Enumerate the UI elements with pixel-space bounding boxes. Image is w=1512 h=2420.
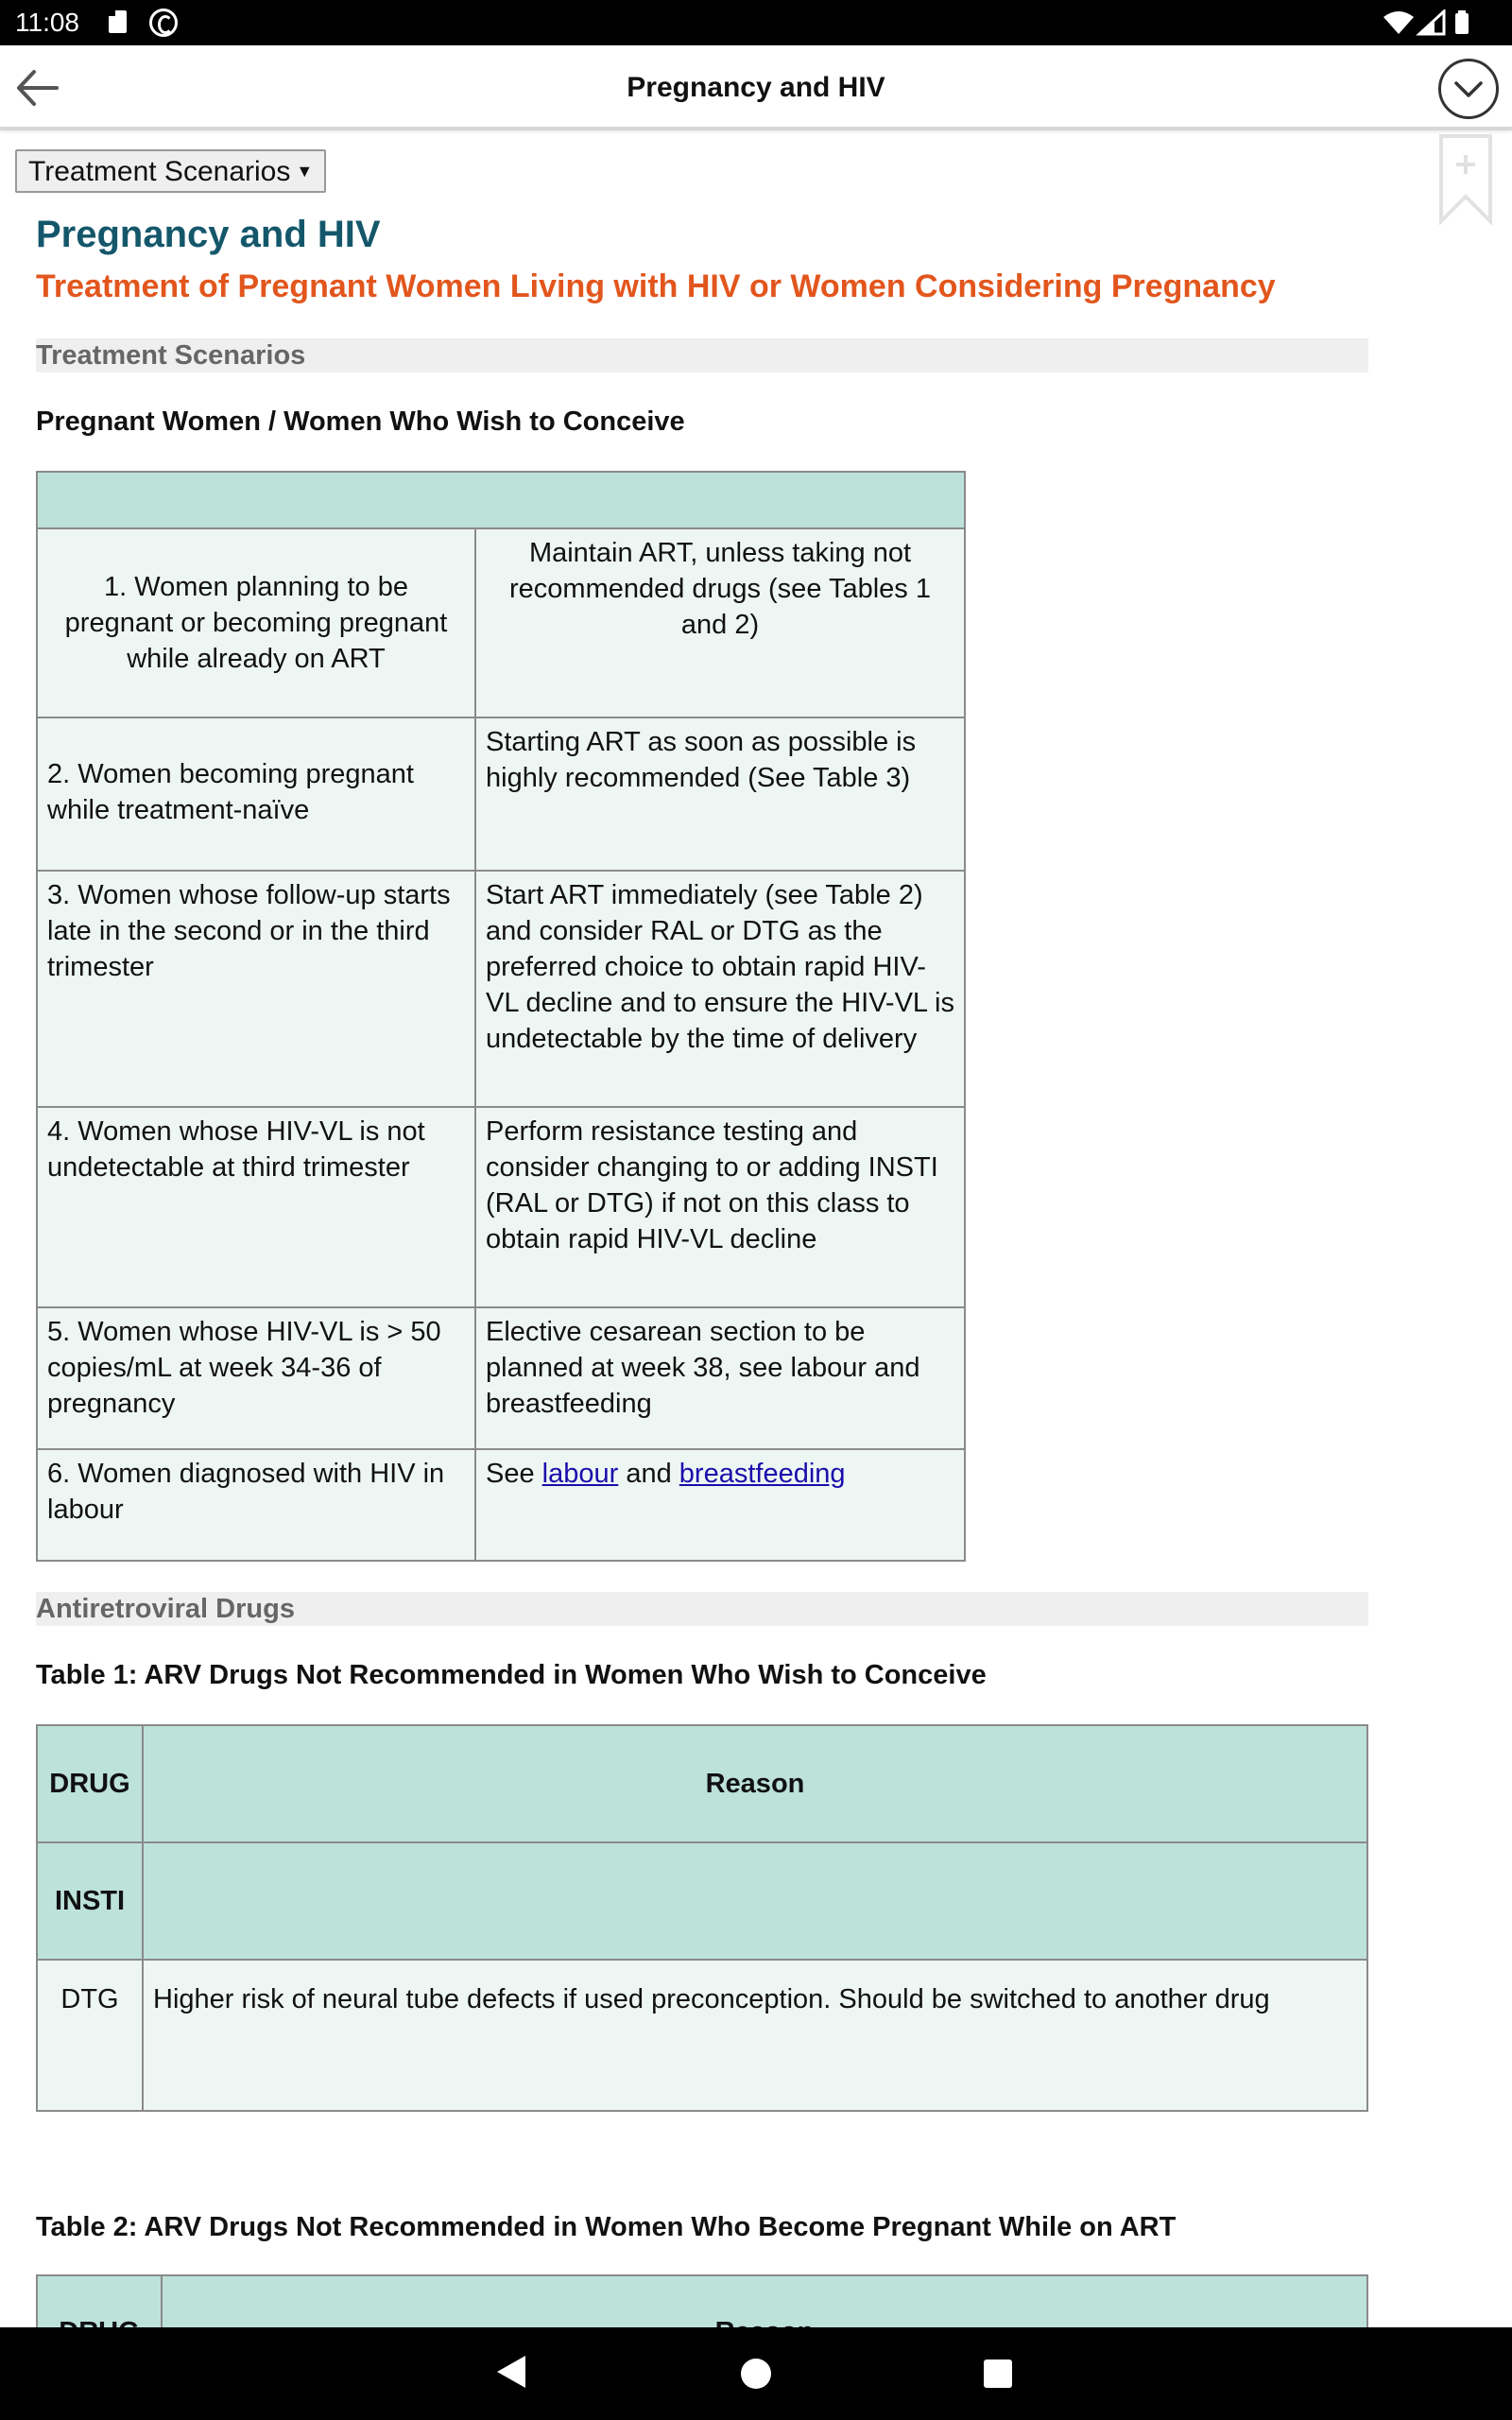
labour-link[interactable]: labour <box>541 1459 619 1489</box>
status-icons <box>1382 9 1495 36</box>
action-cell <box>475 1449 965 1561</box>
table2-title: Table 2: ARV Drugs Not Recommended in Women Who Become Pregnant While on ART <box>36 2212 1177 2242</box>
dropdown-arrow-icon: ▼ <box>296 162 314 181</box>
scenario-cell: 3. Women whose follow-up starts late in the second or in the third trimester <box>37 871 475 1107</box>
nav-home-icon[interactable] <box>741 2359 771 2389</box>
reason-cell: Higher risk of neural tube defects if used preconception. Should be switched to another drug <box>143 1960 1367 2111</box>
status-time: 11:08 <box>15 8 79 37</box>
table-row <box>37 1307 965 1449</box>
table-row <box>37 1107 965 1307</box>
add-bookmark-icon[interactable] <box>1438 134 1493 225</box>
section-heading-antiretroviral: Antiretroviral Drugs <box>36 1592 1368 1626</box>
breastfeeding-link[interactable]: breastfeeding <box>679 1459 846 1489</box>
scenario-cell: 1. Women planning to be pregnant or becoming pregnant while already on ART <box>37 528 475 717</box>
action-cell: Start ART immediately (see Table 2) and consider RAL or DTG as the preferred choice to obtain rapid HIV-VL decline and to ensure the HIV-VL is undetectable by the time of delivery <box>475 871 965 1107</box>
table1-arv-drugs <box>36 1724 1368 2112</box>
action-cell: Perform resistance testing and consider changing to or adding INSTI (RAL or DTG) if not on this class to obtain rapid HIV-VL decline <box>475 1107 965 1307</box>
app-bar <box>0 45 1512 130</box>
table-header-cell <box>37 472 965 528</box>
battery-icon <box>1455 13 1469 34</box>
action-text: See <box>486 1459 542 1489</box>
app-bar-title: Pregnancy and HIV <box>627 72 885 103</box>
action-cell: Maintain ART, unless taking not recommended drugs (see Tables 1 and 2) <box>475 528 965 717</box>
nav-back-icon[interactable] <box>497 2356 525 2388</box>
status-bar <box>0 0 1512 45</box>
table-header-row <box>37 1725 1367 1842</box>
chevron-down-icon <box>1441 61 1496 116</box>
header-drug: DRUG <box>37 1725 143 1842</box>
nav-recents-icon[interactable] <box>984 2360 1012 2388</box>
page-title: Pregnancy and HIV <box>36 214 381 255</box>
table1-title: Table 1: ARV Drugs Not Recommended in Women Who Wish to Conceive <box>36 1660 987 1690</box>
subheading-pregnant-women: Pregnant Women / Women Who Wish to Conceive <box>36 406 685 437</box>
action-cell: Starting ART as soon as possible is highly recommended (See Table 3) <box>475 717 965 871</box>
section-heading-treatment: Treatment Scenarios <box>36 338 1368 372</box>
table-header-row <box>37 472 965 528</box>
sync-icon <box>149 9 178 37</box>
system-nav-bar <box>0 2327 1512 2420</box>
table-row <box>37 528 965 717</box>
table-row <box>37 871 965 1107</box>
page-subtitle: Treatment of Pregnant Women Living with HIV or Women Considering Pregnancy <box>36 268 1276 304</box>
table-row <box>37 1960 1367 2111</box>
scenario-cell: 6. Women diagnosed with HIV in labour <box>37 1449 475 1561</box>
scenario-cell: 4. Women whose HIV-VL is not undetectable at third trimester <box>37 1107 475 1307</box>
section-select[interactable] <box>15 149 326 193</box>
group-insti: INSTI <box>37 1842 143 1960</box>
expand-menu-button[interactable] <box>1438 59 1499 119</box>
table-row <box>37 1449 965 1561</box>
treatment-scenarios-table <box>36 471 966 1562</box>
header-reason: Reason <box>143 1725 1367 1842</box>
wifi-icon <box>1383 11 1414 34</box>
action-text: and <box>618 1459 679 1489</box>
scenario-cell: 5. Women whose HIV-VL is > 50 copies/mL at week 34-36 of pregnancy <box>37 1307 475 1449</box>
action-cell: Elective cesarean section to be planned at week 38, see labour and breastfeeding <box>475 1307 965 1449</box>
drug-cell: DTG <box>37 1960 143 2111</box>
table-row <box>37 717 965 871</box>
section-select-value: Treatment Scenarios <box>28 156 291 187</box>
scenario-cell: 2. Women becoming pregnant while treatment-naïve <box>37 717 475 871</box>
sd-card-icon <box>109 10 127 33</box>
group-empty <box>143 1842 1367 1960</box>
table-group-row <box>37 1842 1367 1960</box>
